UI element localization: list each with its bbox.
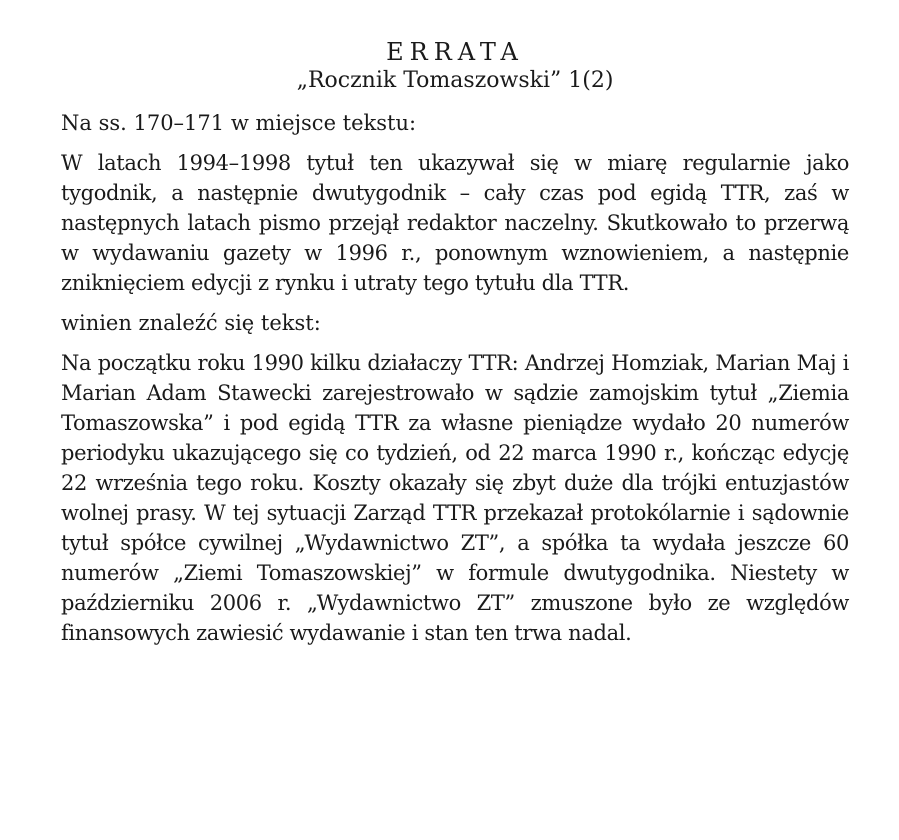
errata-title: ERRATA xyxy=(386,38,524,66)
erroneous-text-paragraph: W latach 1994–1998 tytuł ten ukazywał się w miarę regularnie jako tygodnik, a następnie dwutygodnik – cały czas pod egidą TTR, zaś w następnych latach pismo przejął redaktor naczelny. Skutkowało to przerwą w wydawaniu gazety w 1996 r., ponownym wznowieniem, a następnie zniknięciem edycji z rynku i utraty tego tytułu dla TTR. xyxy=(61,151,849,295)
publication-reference: „Rocznik Tomaszowski” 1(2) xyxy=(296,68,614,93)
replacement-line: winien znaleźć się tekst: xyxy=(61,311,321,335)
errata-page xyxy=(61,38,849,658)
errata-header xyxy=(61,38,849,96)
intro-line: Na ss. 170–171 w miejsce tekstu: xyxy=(61,111,417,135)
corrected-text-paragraph: Na początku roku 1990 kilku działaczy TTR: Andrzej Homziak, Marian Maj i Marian Adam Stawecki zarejestrowało w sądzie zamojskim tytuł „Ziemia Tomaszowska” i pod egidą TTR za własne pieniądze wydało 20 numerów periodyku ukazującego się co tydzień, od 22 marca 1990 r., kończąc edycję 22 września tego roku. Koszty okazały się zbyt duże dla trójki entuzjastów wolnej prasy. W tej sytuacji Zarząd TTR przekazał protokólarnie i sądownie tytuł spółce cywilnej „Wydawnictwo ZT”, a spółka ta wydała jeszcze 60 numerów „Ziemi Tomaszowskiej” w formule dwutygodnika. Niestety w październiku 2006 r. „Wydawnictwo ZT” zmuszone było ze względów finansowych zawiesić wydawanie i stan ten trwa nadal. xyxy=(61,351,849,645)
